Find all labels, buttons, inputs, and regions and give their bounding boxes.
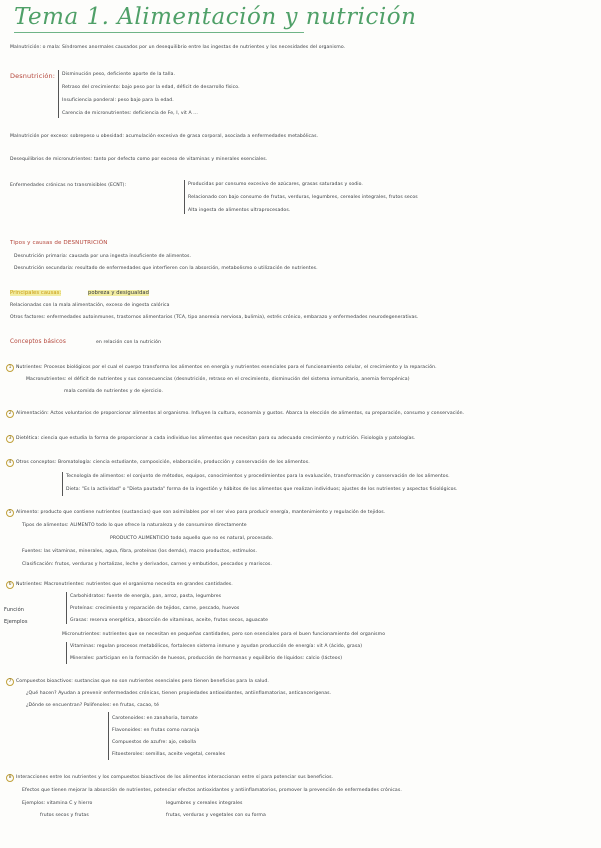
ecnt-item: Alta ingesta de alimentos ultraprocesados. [188, 208, 291, 213]
desnutricion-item: Insuficiencia ponderal: peso bajo para la edad. [62, 98, 174, 103]
ecnt-item: Producidas por consumo excesivo de azúcares, grasas saturadas y sodio. [188, 182, 363, 187]
section-line: Ejemplos: vitamina C y hierro [22, 801, 93, 806]
tipos-heading: Tipos y causas de DESNUTRICIÓN [10, 240, 108, 246]
section-line: Minerales: participan en la formación de huesos, producción de hormonas y equilibrio de líquidos: calcio (lácteos) [70, 656, 343, 661]
micro-brace [66, 642, 67, 664]
side-note: Ejemplos [4, 619, 28, 625]
section-line: Proteínas: crecimiento y reparación de tejidos, carne, pescado, huevos [70, 606, 240, 611]
section-line: Alimento: producto que contiene nutrientes (sustancias) que son asimilables por el ser vivo para producir energía, mantenimiento y regulación de tejidos. [16, 510, 386, 515]
section-line: Alimentación: Actos voluntarios de proporcionar alimentos al organismo. Influyen la cultura, economía y gustos. Abarca la elección de alimentos, su preparación, consumo y conservación. [16, 411, 465, 416]
section-line: PRODUCTO ALIMENTICIO todo aquello que no es natural, procesado. [110, 536, 274, 541]
desequilibrio-micronutrientes: Desequilibrios de micronutrientes: tanto por defecto como por exceso de vitaminas y minerales esenciales. [10, 157, 268, 162]
title-underline [14, 32, 304, 33]
section-number: 5 [6, 509, 14, 517]
principales-subheading: pobreza y desigualdad [88, 290, 150, 296]
ecnt-item: Relacionado con bajo consumo de frutas, verduras, legumbres, cereales integrales, frutos secos [188, 195, 418, 200]
section-line: Fuentes: las vitaminas, minerales, agua, fibra, proteínas (los demás), macro productos, estímulos. [22, 549, 258, 554]
malnutrition-definition: Malnutrición: o mala: Síndromes anormales causados por un desequilibrio entre las ingestas de nutrientes y los necesidades del organismo. [10, 45, 346, 50]
section-line: Compuestos bioactivos: sustancias que no son nutrientes esenciales pero tienen beneficios para la salud. [16, 679, 269, 684]
macro-brace [66, 592, 67, 624]
conceptos-heading: Conceptos básicos [10, 339, 66, 345]
section-number: 2 [6, 410, 14, 418]
section-line: Dieta: "Es la actividad" o "Dieta pautada" forma de la ingestión y hábitos de los alimentos que realizan individuos; ajustes de los nutrientes y aspectos fisiológicos. [66, 487, 458, 492]
section-line: Grasas: reserva energética, absorción de vitaminas, aceite, frutos secos, aguacate [70, 618, 269, 623]
section-line: Carbohidratos: fuente de energía, pan, arroz, pasta, legumbres [70, 594, 222, 599]
desnutricion-item: Retraso del crecimiento: bajo peso por la edad, déficit de desarrollo físico. [62, 85, 240, 90]
section-line: ¿Dónde se encuentran? Polifenoles: en frutas, cacao, té [26, 703, 160, 708]
principales-item: Otros factores: enfermedades autoinmunes, trastornos alimentarios (TCA, tipo anorexia nerviosa, bulimia), estrés crónico, embarazo y enfermedades neurodegenerativas. [10, 315, 419, 320]
section-line: Compuestos de azufre: ajo, cebolla [112, 740, 196, 745]
section-line: Tipos de alimentos: ALIMENTO todo lo que ofrece la naturaleza y de consumirse directamente [22, 523, 247, 528]
tipos-item: Desnutrición secundaria: resultado de enfermedades que interfieren con la absorción, metabolismo o utilización de nutrientes. [14, 266, 318, 271]
section-line: Vitaminas: regulan procesos metabólicos, fortalecen sistema inmune y ayudan producción de energía: vit A (ácido, grasa) [70, 644, 363, 649]
otros-brace [62, 472, 63, 496]
section-line: Otros conceptos: Bromatología: ciencia estudiante, composición, elaboración, producción y conservación de los alimentos. [16, 460, 310, 465]
section-line: Micronutrientes: nutrientes que se necesitan en pequeñas cantidades, pero son esenciales para el buen funcionamiento del organismo [62, 632, 386, 637]
ecnt-brace [184, 180, 185, 214]
section-line: ¿Qué hacen? Ayudan a prevenir enfermedades crónicas, tienen propiedades antioxidantes, antiinflamatorias, anticancerígenas. [26, 691, 332, 696]
section-line: frutos secos y frutas [40, 813, 89, 818]
section-line: frutas, verduras y vegetales con su forma [166, 813, 266, 818]
section-line: Flavonoides: en frutas como naranja [112, 728, 200, 733]
malnutricion-exceso: Malnutrición por exceso: sobrepeso u obesidad: acumulación excesiva de grasa corporal, asociada a enfermedades metabólicas. [10, 134, 319, 139]
section-number: 7 [6, 678, 14, 686]
desnutricion-item: Carencia de micronutrientes: deficiencia de Fe, I, vit A ... [62, 111, 198, 116]
section-number: 8 [6, 774, 14, 782]
desnutricion-item: Disminución peso, deficiente aporte de la talla. [62, 72, 176, 77]
side-note: Función [4, 607, 25, 613]
section-line: Fitoesteroles: semillas, aceite vegetal, cereales [112, 752, 226, 757]
section-line: Nutrientes: Procesos biológicos por el cual el cuerpo transforma los alimentos en energía y nutrientes esenciales para el funcionamiento celular, el crecimiento y la reparación. [16, 365, 437, 370]
section-number: 1 [6, 364, 14, 372]
section-line: Clasificación: frutos, verduras y hortalizas, leche y derivados, carnes y embutidos, pescados y mariscos. [22, 562, 272, 567]
desnutricion-heading: Desnutrición: [10, 72, 56, 80]
conceptos-subheading: en relación con la nutrición [96, 340, 162, 345]
section-line: Carotenoides: en zanahoria, tomate [112, 716, 198, 721]
section-number: 3 [6, 435, 14, 443]
principales-item: Relacionadas con la mala alimentación, exceso de ingesta calórica [10, 303, 170, 308]
tipos-item: Desnutrición primaria: causada por una ingesta insuficiente de alimentos. [14, 254, 192, 259]
section-line: Efectos que tienen mejorar la absorción de nutrientes, potenciar efectos antioxidantes y antiinflamatorios, promover la prevención de enfermedades crónicas. [22, 788, 402, 793]
desnutricion-brace [58, 70, 59, 118]
section-number: 4 [6, 459, 14, 467]
section-line: legumbres y cereales integrales [166, 801, 243, 806]
section-line: Nutrientes: Macronutrientes: nutrientes que el organismo necesita en grandes cantidades. [16, 582, 233, 587]
section-line: Tecnología de alimentos: el conjunto de métodos, equipos, conocimientos y procedimientos para la evaluación, transformación y conservación de los alimentos. [66, 474, 450, 479]
principales-heading: Principales causas: [10, 290, 62, 296]
section-line: Macronutrientes: el déficit de nutrientes y sus consecuencias (desnutrición, retraso en el crecimiento, disminución del sistema inmunitario, anemia ferropénica) [26, 377, 410, 382]
page-title: Tema 1. Alimentación y nutrición [14, 4, 417, 30]
ecnt-heading: Enfermedades crónicas no transmisibles (ECNT): [10, 183, 127, 188]
section-line: Dietética: ciencia que estudia la forma de proporcionar a cada individuo los alimentos que necesitan para su adecuado crecimiento y nutrición. Fisiología y patologías. [16, 436, 416, 441]
section-number: 6 [6, 581, 14, 589]
section-line: Interacciones entre los nutrientes y los compuestos bioactivos de los alimentos interaccionan entre sí para potenciar sus beneficios. [16, 775, 334, 780]
bioactivos-brace [108, 712, 109, 760]
section-line: mala comida de nutrientes y de ejercicio. [64, 389, 163, 394]
